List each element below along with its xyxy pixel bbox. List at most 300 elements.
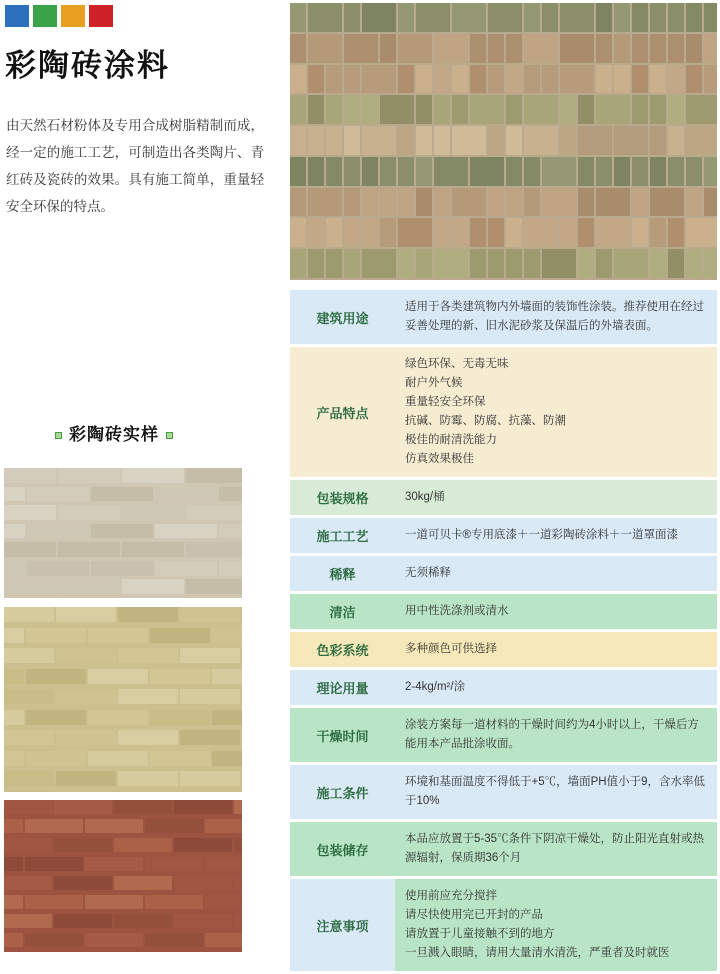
brick-row	[4, 876, 242, 890]
tile-row	[290, 249, 717, 278]
tile	[650, 95, 666, 124]
tile	[362, 157, 378, 186]
tile	[398, 34, 432, 63]
tile	[470, 249, 486, 278]
sample-brick-red	[4, 800, 242, 952]
tile	[362, 65, 396, 94]
tile	[668, 95, 684, 124]
sample-brick-grey	[4, 468, 242, 598]
brick	[56, 689, 116, 704]
tile	[344, 188, 360, 217]
brick	[122, 542, 184, 557]
spec-label: 包装储存	[290, 822, 395, 876]
tile	[308, 249, 324, 278]
brick	[26, 710, 86, 725]
tile	[686, 3, 702, 32]
brick	[122, 505, 184, 520]
brick-row	[4, 857, 242, 871]
brick-row	[4, 689, 242, 704]
page-title: 彩陶砖涂料	[5, 48, 170, 83]
brick	[4, 914, 52, 928]
tile	[704, 157, 717, 186]
tile	[416, 95, 432, 124]
spec-label: 施工条件	[290, 765, 395, 819]
spec-value: 一道可贝卡®专用底漆＋一道彩陶砖涂料＋一道罩面漆	[395, 518, 717, 553]
brick	[122, 468, 184, 483]
tile	[326, 157, 342, 186]
tile	[434, 65, 450, 94]
tile-row	[290, 65, 717, 94]
color-chip-3	[61, 5, 85, 27]
left-column	[0, 0, 285, 957]
brick	[54, 838, 112, 852]
brick-row	[4, 505, 242, 520]
tile	[398, 3, 414, 32]
tile	[398, 157, 414, 186]
tile	[344, 95, 360, 124]
brick	[145, 933, 203, 947]
brick	[150, 669, 210, 684]
brick	[122, 579, 184, 594]
tile	[308, 34, 342, 63]
spec-value: 适用于各类建筑物内外墙面的装饰性涂装。推荐使用在经过妥善处理的新、旧水泥砂浆及保温后的外墙表面。	[395, 290, 717, 344]
brick	[4, 542, 56, 557]
brick	[4, 895, 23, 909]
tile	[290, 157, 306, 186]
tile	[344, 3, 360, 32]
brick-row	[4, 561, 242, 576]
brick-row	[4, 751, 242, 766]
brick-row	[4, 730, 242, 745]
tile	[524, 249, 540, 278]
table-row	[290, 290, 717, 344]
brick	[205, 857, 242, 871]
brick	[4, 607, 54, 622]
tile	[704, 34, 717, 63]
brick	[58, 579, 120, 594]
brick	[27, 561, 89, 576]
spec-label: 施工工艺	[290, 518, 395, 553]
tile	[542, 157, 576, 186]
brick	[180, 771, 240, 786]
tile	[650, 218, 666, 247]
brick	[4, 751, 24, 766]
tile	[434, 249, 468, 278]
tile	[380, 95, 414, 124]
sample-heading	[48, 420, 180, 445]
square-bullet-icon	[166, 432, 173, 439]
tile	[452, 218, 468, 247]
brick	[205, 819, 242, 833]
tile	[704, 249, 717, 278]
brick-row	[4, 542, 242, 557]
tile	[470, 34, 486, 63]
brick	[25, 857, 83, 871]
brick-row	[4, 914, 242, 928]
tile	[524, 3, 540, 32]
brick	[234, 876, 242, 890]
table-row	[290, 556, 717, 591]
tile	[434, 218, 450, 247]
tile	[326, 218, 342, 247]
tile	[686, 34, 702, 63]
tile	[488, 126, 504, 155]
tile	[632, 157, 648, 186]
tile	[614, 65, 630, 94]
tile	[362, 95, 378, 124]
tile	[668, 3, 684, 32]
tile	[632, 95, 648, 124]
brick	[85, 895, 143, 909]
tile	[344, 157, 360, 186]
brick	[219, 561, 242, 576]
tile	[308, 95, 324, 124]
tile	[362, 188, 378, 217]
brick	[118, 607, 178, 622]
brick	[186, 579, 242, 594]
tile	[560, 218, 576, 247]
spec-label: 色彩系统	[290, 632, 395, 667]
tile	[650, 188, 684, 217]
brick	[174, 914, 232, 928]
spec-value: 使用前应充分搅拌 请尽快使用完已开封的产品 请放置于儿童接触不到的地方 一旦溅入眼睛，请用大量清水清洗，严重者及时就医	[395, 879, 717, 971]
tile	[452, 188, 486, 217]
spec-label: 产品特点	[290, 347, 395, 477]
tile	[362, 126, 396, 155]
tile	[434, 188, 450, 217]
tile-row	[290, 218, 717, 247]
brick	[4, 771, 54, 786]
spec-label: 建筑用途	[290, 290, 395, 344]
brick	[4, 579, 56, 594]
brick	[212, 751, 242, 766]
table-row	[290, 594, 717, 629]
tile	[416, 3, 450, 32]
tile	[452, 126, 486, 155]
table-row	[290, 632, 717, 667]
brick	[26, 669, 86, 684]
tile	[596, 249, 612, 278]
tile	[704, 188, 717, 217]
brick-row	[4, 771, 242, 786]
tile	[596, 188, 630, 217]
brick	[85, 933, 143, 947]
spec-table	[290, 287, 717, 974]
brick	[54, 914, 112, 928]
tile	[686, 188, 702, 217]
brick	[56, 730, 116, 745]
tile	[488, 249, 504, 278]
tile	[416, 249, 432, 278]
sample-brick-sand	[4, 607, 242, 792]
brick	[174, 876, 232, 890]
tile	[398, 188, 414, 217]
brick	[145, 895, 203, 909]
tile	[290, 3, 306, 32]
tile	[614, 157, 630, 186]
intro-paragraph: 由天然石材粉体及专用合成树脂精制而成，经一定的施工工艺，可制造出各类陶片、青红砖及瓷砖的效果。具有施工简单，重量轻安全环保的特点。	[6, 118, 264, 214]
tile	[506, 65, 522, 94]
brick	[4, 933, 23, 947]
tile	[596, 65, 612, 94]
table-row	[290, 347, 717, 477]
brick	[150, 751, 210, 766]
brick-row	[4, 838, 242, 852]
tile	[632, 65, 648, 94]
tile	[380, 34, 396, 63]
brick-row	[4, 710, 242, 725]
tile	[524, 95, 558, 124]
brick	[155, 561, 217, 576]
tile	[290, 95, 306, 124]
tile	[434, 34, 468, 63]
brick	[186, 505, 242, 520]
tile	[668, 249, 684, 278]
brick	[27, 524, 89, 539]
tile	[506, 188, 522, 217]
brick	[114, 914, 172, 928]
spec-value: 30kg/桶	[395, 480, 717, 515]
tile	[506, 157, 522, 186]
tile	[668, 34, 684, 63]
tile	[362, 218, 378, 247]
tile	[362, 249, 396, 278]
tile-row	[290, 188, 717, 217]
brick	[25, 933, 83, 947]
tile	[308, 157, 324, 186]
tile	[380, 157, 396, 186]
spec-value: 本品应放置于5-35℃条件下阴凉干燥处，防止阳光直射或热源辐射，保质期36个月	[395, 822, 717, 876]
brick	[4, 524, 25, 539]
tile	[578, 218, 594, 247]
tile	[326, 126, 342, 155]
sample-heading-label: 彩陶砖实样	[69, 425, 159, 444]
tile	[668, 65, 684, 94]
brick-row	[4, 628, 242, 643]
brick	[4, 876, 52, 890]
brick	[4, 487, 25, 502]
brick	[88, 751, 148, 766]
tile	[488, 65, 504, 94]
tile	[488, 3, 522, 32]
brick	[25, 819, 83, 833]
brick	[186, 542, 242, 557]
tile	[452, 3, 486, 32]
tile	[542, 65, 558, 94]
tile	[434, 95, 450, 124]
brick	[114, 838, 172, 852]
tile	[290, 126, 306, 155]
tile	[434, 126, 450, 155]
tile	[416, 157, 432, 186]
spec-label: 清洁	[290, 594, 395, 629]
brick	[118, 771, 178, 786]
tile	[308, 126, 324, 155]
tile	[650, 3, 666, 32]
brick	[174, 838, 232, 852]
tile	[326, 95, 342, 124]
table-row	[290, 670, 717, 705]
brick	[85, 819, 143, 833]
tile	[290, 218, 306, 247]
brick-row	[4, 819, 242, 833]
tile	[398, 126, 414, 155]
spec-value: 无须稀释	[395, 556, 717, 591]
brick	[25, 895, 83, 909]
brick	[56, 607, 116, 622]
color-chip-2	[33, 5, 57, 27]
brick-row	[4, 487, 242, 502]
color-chip-4	[89, 5, 113, 27]
square-bullet-icon	[55, 432, 62, 439]
tile	[470, 65, 486, 94]
brick-row	[4, 648, 242, 663]
tile	[542, 188, 576, 217]
brick	[91, 524, 153, 539]
tile	[560, 95, 576, 124]
tile	[506, 249, 522, 278]
brick	[54, 876, 112, 890]
brick	[186, 468, 242, 483]
tile	[470, 157, 504, 186]
brick	[180, 648, 240, 663]
brick	[56, 771, 116, 786]
brick	[27, 487, 89, 502]
tile	[290, 34, 306, 63]
tile	[326, 249, 342, 278]
brick-row	[4, 524, 242, 539]
brick-row	[4, 607, 242, 622]
brick	[145, 857, 203, 871]
brick-row	[4, 800, 242, 814]
brick	[205, 895, 242, 909]
tile	[506, 126, 522, 155]
brick	[4, 710, 24, 725]
tile	[578, 157, 594, 186]
brick	[54, 800, 112, 814]
tile	[470, 218, 486, 247]
tile	[578, 188, 594, 217]
tile	[596, 95, 630, 124]
brick-row	[4, 468, 242, 483]
color-chip-row	[5, 5, 113, 27]
brick	[26, 751, 86, 766]
spec-label: 稀释	[290, 556, 395, 591]
tile	[650, 126, 666, 155]
tile	[524, 65, 540, 94]
tile	[308, 218, 324, 247]
tile	[596, 157, 612, 186]
tile	[398, 218, 432, 247]
brick	[91, 487, 153, 502]
brick	[4, 561, 25, 576]
tile	[614, 126, 648, 155]
wall-tile-photo	[290, 3, 717, 280]
tile	[344, 126, 360, 155]
tile	[326, 65, 342, 94]
tile	[632, 188, 648, 217]
brick	[58, 505, 120, 520]
brick	[4, 819, 23, 833]
tile	[452, 95, 468, 124]
tile	[344, 34, 378, 63]
spec-value: 用中性洗涤剂或清水	[395, 594, 717, 629]
tile	[524, 188, 540, 217]
table-row	[290, 518, 717, 553]
tile	[596, 3, 612, 32]
spec-value: 涂装方案每一道材料的干燥时间约为4小时以上，干燥后方能用本产品批涂收面。	[395, 708, 717, 762]
brick	[88, 669, 148, 684]
tile	[398, 65, 414, 94]
brick	[85, 857, 143, 871]
tile	[308, 65, 324, 94]
tile	[596, 34, 612, 63]
table-row	[290, 708, 717, 762]
brick	[4, 730, 54, 745]
brick-row	[4, 933, 242, 947]
brick	[219, 487, 242, 502]
tile	[614, 3, 630, 32]
brick-row	[4, 895, 242, 909]
tile	[416, 188, 432, 217]
tile	[308, 3, 342, 32]
tile	[542, 249, 576, 278]
tile	[560, 126, 576, 155]
brick-row	[4, 669, 242, 684]
brick	[150, 710, 210, 725]
tile	[578, 126, 612, 155]
brick	[118, 730, 178, 745]
tile-row	[290, 3, 717, 32]
tile	[344, 218, 360, 247]
spec-label: 干燥时间	[290, 708, 395, 762]
tile-row	[290, 157, 717, 186]
tile	[524, 34, 558, 63]
spec-label: 注意事项	[290, 879, 395, 971]
tile	[290, 65, 306, 94]
table-row	[290, 879, 717, 971]
tile	[704, 3, 717, 32]
brick	[234, 914, 242, 928]
table-row	[290, 480, 717, 515]
brick	[180, 730, 240, 745]
tile	[344, 65, 360, 94]
spec-label: 理论用量	[290, 670, 395, 705]
brick	[212, 669, 242, 684]
brick	[4, 669, 24, 684]
brick	[234, 800, 242, 814]
tile	[452, 65, 468, 94]
tile	[650, 34, 666, 63]
tile	[650, 65, 666, 94]
brick	[219, 524, 242, 539]
brick	[26, 628, 86, 643]
tile	[668, 218, 684, 247]
tile	[632, 34, 648, 63]
tile	[506, 34, 522, 63]
tile	[344, 249, 360, 278]
brick	[118, 648, 178, 663]
tile	[614, 249, 648, 278]
brick	[91, 561, 153, 576]
tile-row	[290, 126, 717, 155]
brick	[234, 838, 242, 852]
tile-row	[290, 34, 717, 63]
tile	[686, 65, 702, 94]
brick	[180, 607, 240, 622]
tile	[488, 34, 504, 63]
tile	[614, 34, 630, 63]
